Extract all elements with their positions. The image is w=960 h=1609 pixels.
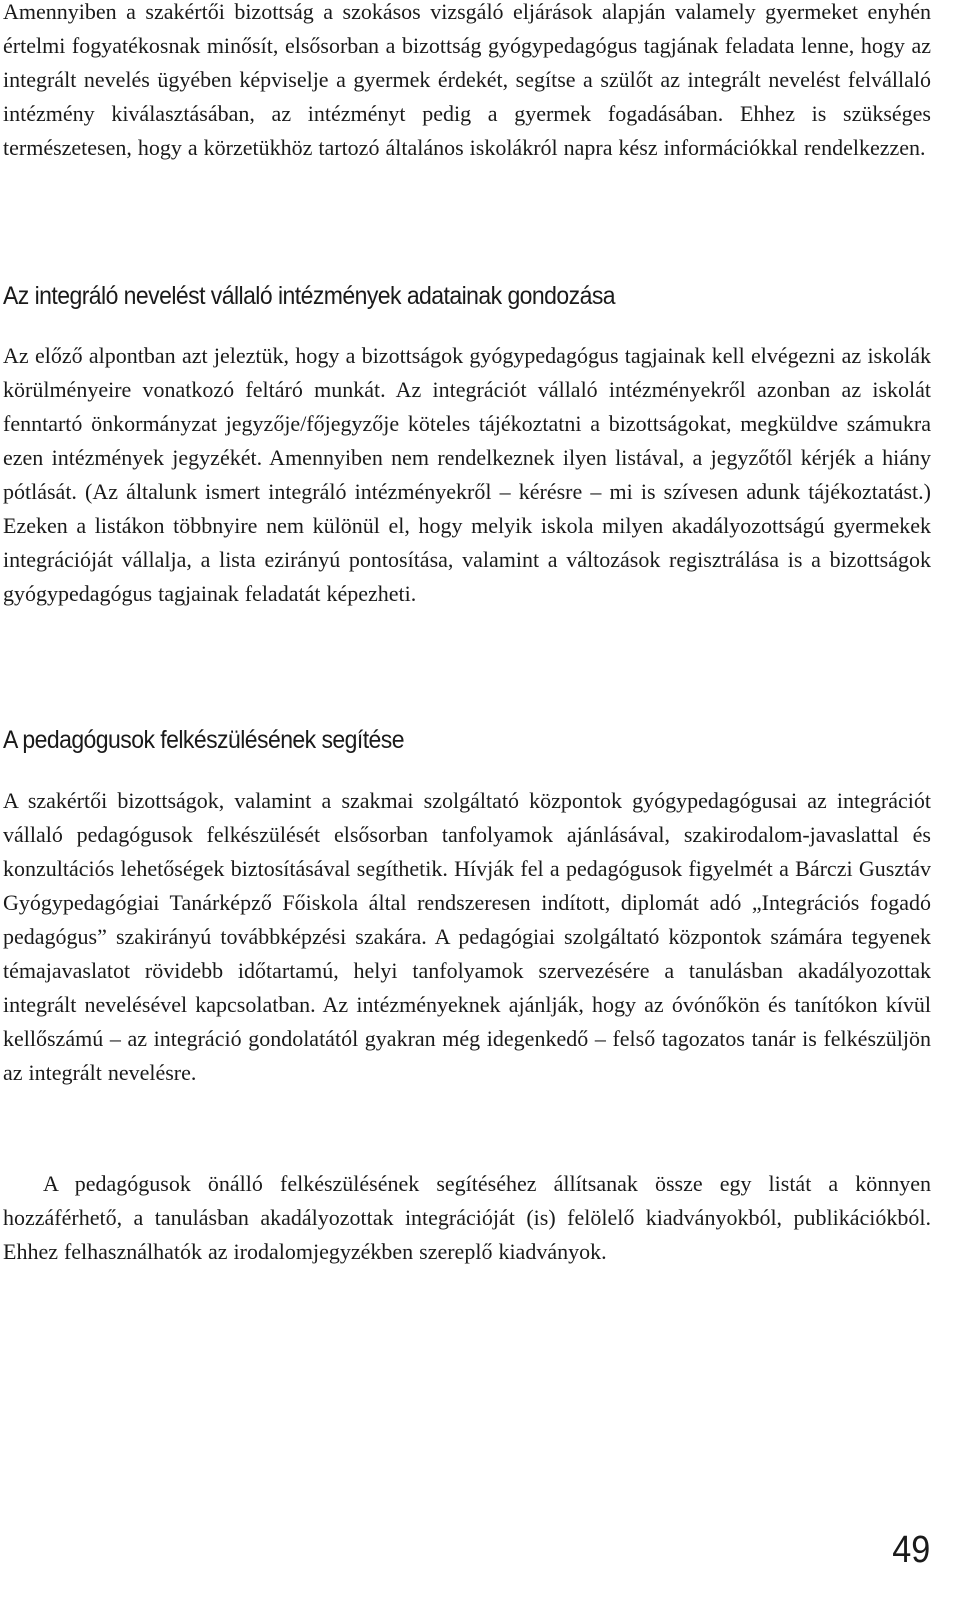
paragraph: Amennyiben a szakértői bizottság a szokásos vizsgáló eljárások alapján valamely gyermeket enyhén értelmi fogyatékosnak minősít, elsősorban a bizottság gyógypedagógus tagjának feladata lenne, hogy az integrált nevelés ügyében képviselje a gyermek érdekét, segítse a szülőt az integrált nevelést felvállaló intézmény kiválasztásában, az intézményt pedig a gyermek fogadásában. Ehhez is szükséges természetesen, hogy a körzetükhöz tartozó általános iskolákról napra kész információkkal rendelkezzen. bbox=[3, 0, 931, 160]
paragraph: Az előző alpontban azt jeleztük, hogy a bizottságok gyógypedagógus tagjainak kell elvégezni az iskolák körülményeire vonatkozó feltáró munkát. Az integrációt vállaló intézményekről azonban az iskolát fenntartó önkormányzat jegyzője/főjegyzője köteles tájékoztatni a bizottságokat, megküldve számukra ezen intézmények jegyzékét. Amennyiben nem rendelkeznek ilyen listával, a jegyzőtől kérjék a hiány pótlását. (Az általunk ismert integráló intézményekről – kérésre – mi is szívesen adunk tájékoztatást.) Ezeken a listákon többnyire nem különül el, hogy melyik iskola milyen akadályozottságú gyermekek integrációját vállalja, a lista ezirányú pontosítása, valamint a változások regisztrálása is a bizottságok gyógypedagógus tagjainak feladatát képezheti. bbox=[3, 343, 931, 606]
section-heading: A pedagógusok felkészülésének segítése bbox=[3, 726, 404, 754]
section-heading: Az integráló nevelést vállaló intézmények adatainak gondozása bbox=[3, 282, 616, 310]
paragraph: A szakértői bizottságok, valamint a szakmai szolgáltató központok gyógypedagógusai az integrációt vállaló pedagógusok felkészülését elsősorban tanfolyamok ajánlásával, szakirodalom-javaslattal és konzultációs lehetőségek biztosításával segíthetik. Hívják fel a pedagógusok figyelmét a Bárczi Gusztáv Gyógypedagógiai Tanárképző Főiskola által rendszeresen indított, diplomát adó „Integrációs fogadó pedagógus” szakirányú továbbképzési szakára. A pedagógiai szolgáltató központok számára tegyenek témajavaslatot rövidebb időtartamú, helyi tanfolyamok szervezésére a tanulásban akadályozottak integrált nevelésével kapcsolatban. Az intézményeknek ajánlják, hogy az óvónőkön és tanítókon kívül kellőszámú – az integráció gondolatától gyakran még idegenkedő – felső tagozatos tanár is felkészüljön az integrált nevelésre. bbox=[3, 788, 931, 1085]
page-number: 49 bbox=[891, 1529, 930, 1571]
paragraph: A pedagógusok önálló felkészülésének segítéséhez állítsanak össze egy listát a könnyen hozzáférhető, a tanulásban akadályozottak integrációját (is) felölelő kiadványokból, publikációkból. Ehhez felhasználhatók az irodalomjegyzékben szereplő kiadványok. bbox=[3, 1171, 931, 1264]
